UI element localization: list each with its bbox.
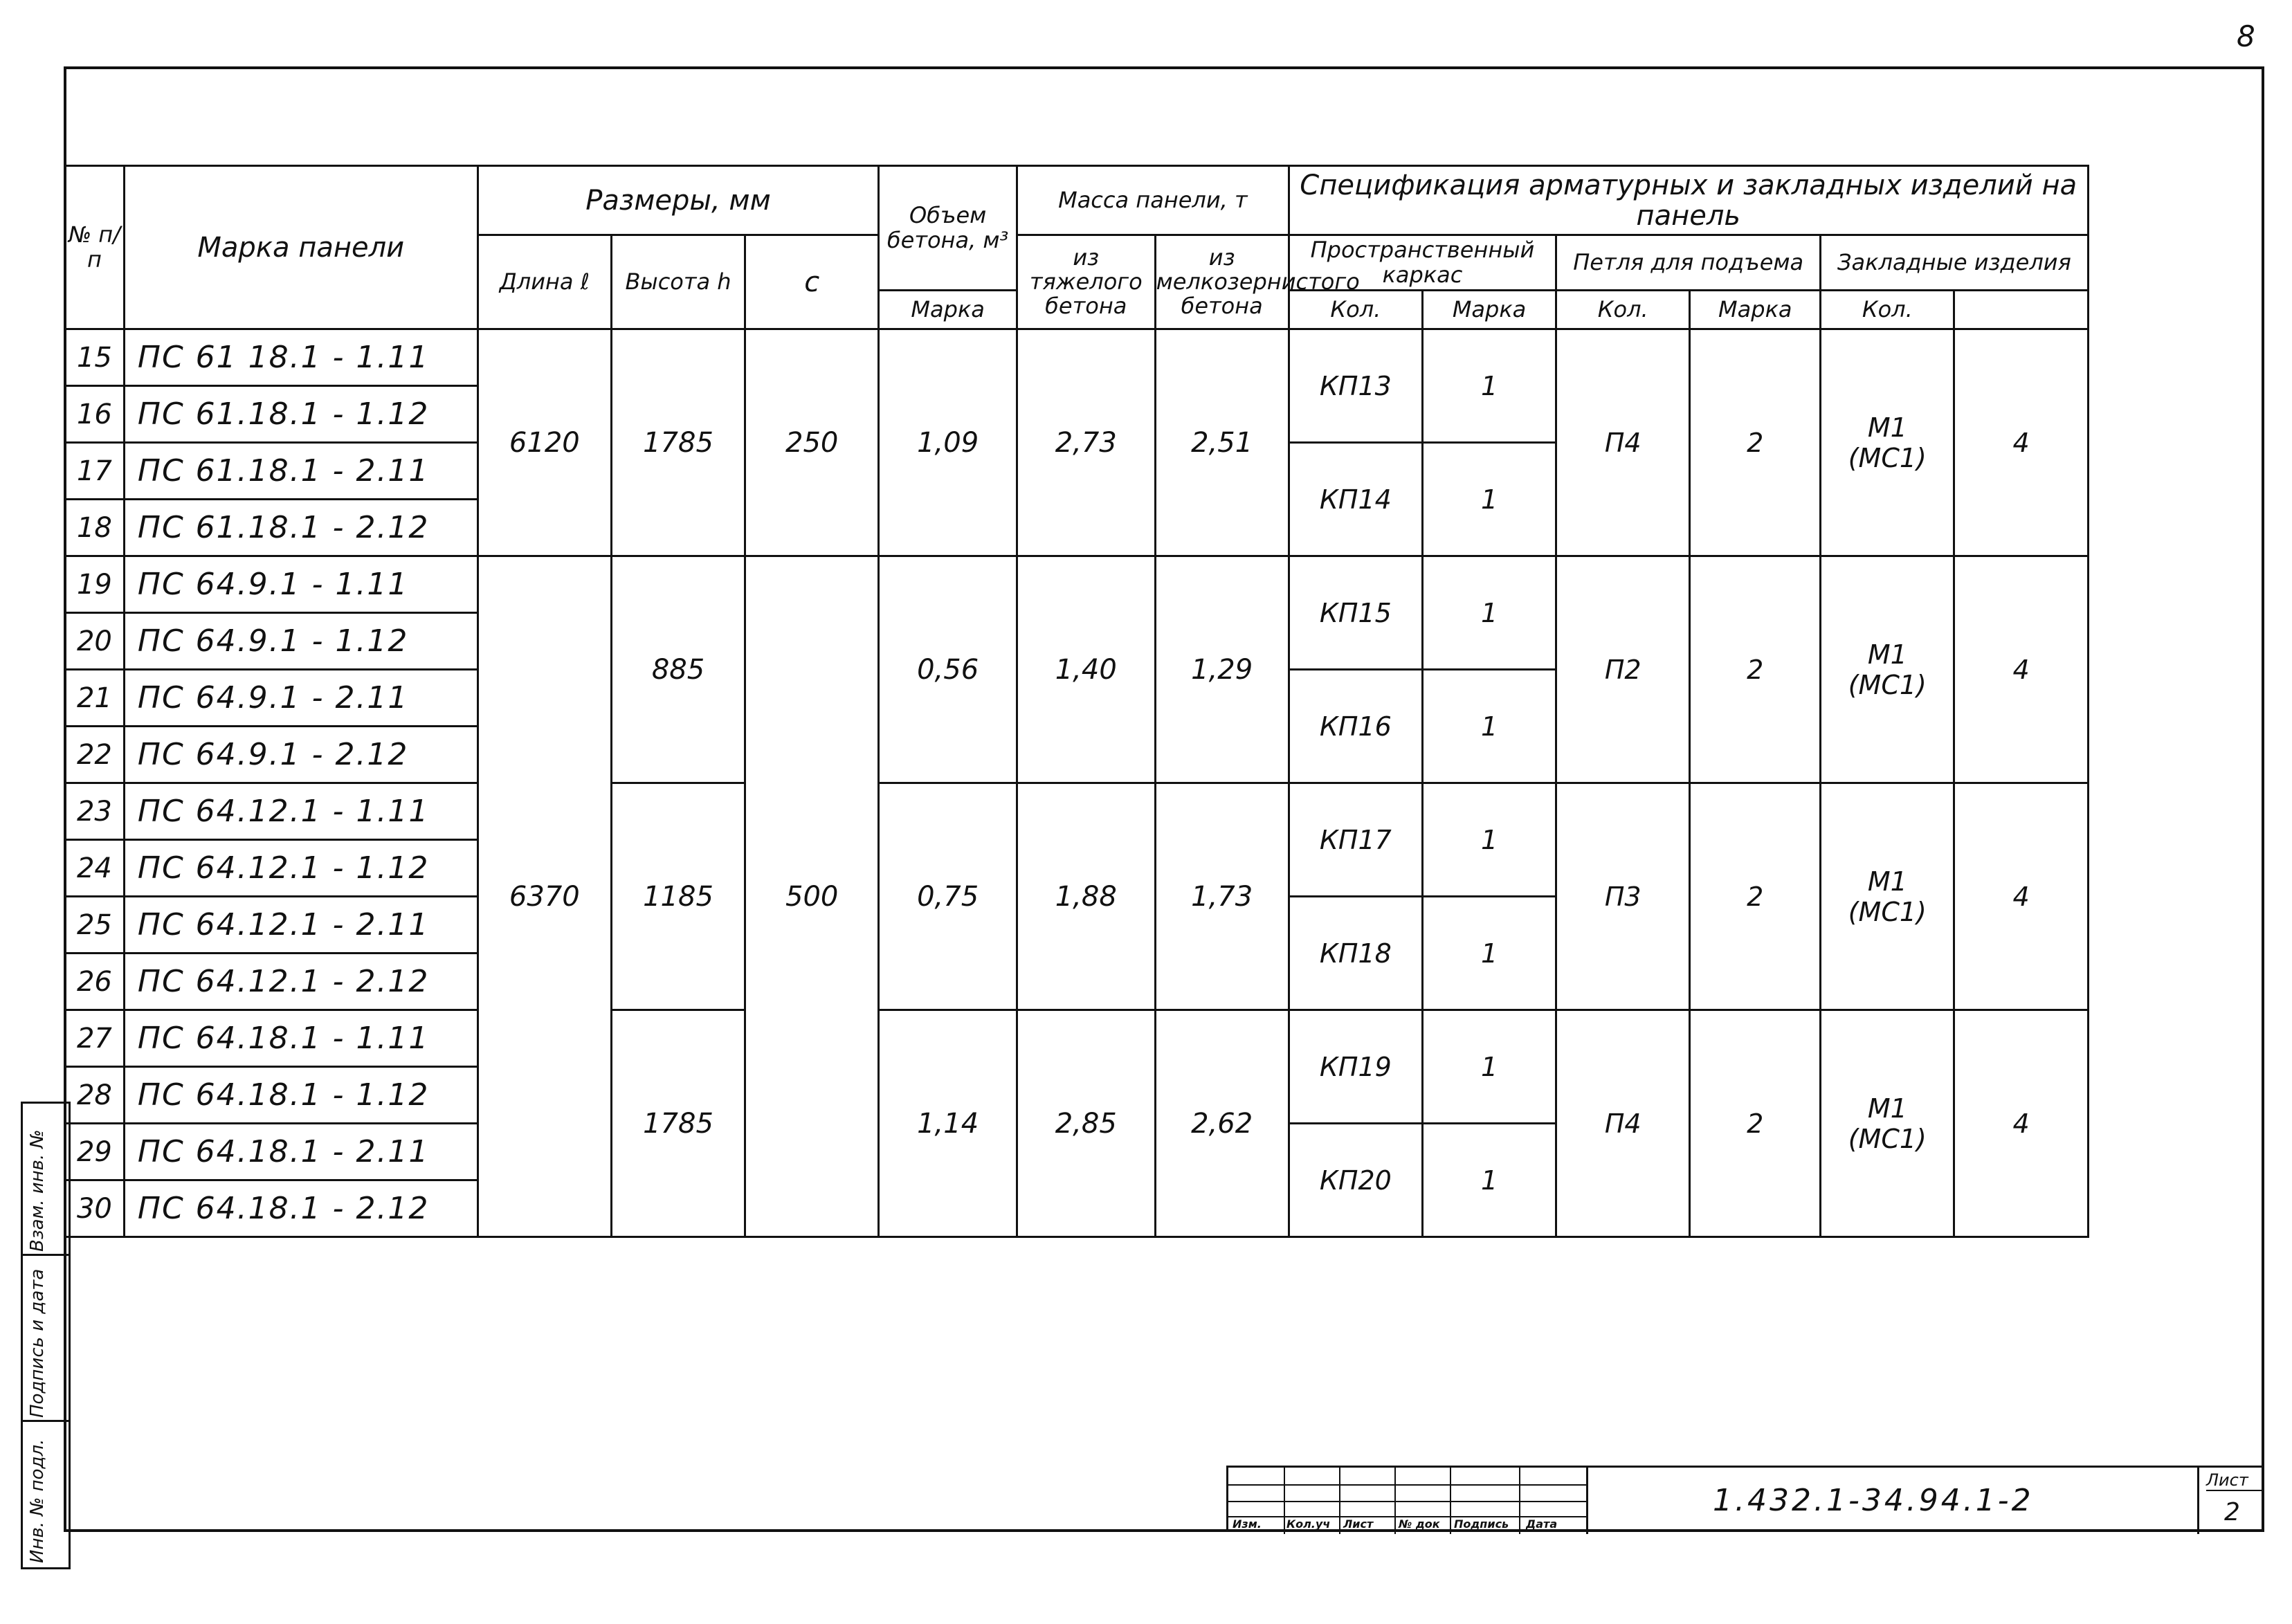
frame-mark: КП17 bbox=[1289, 783, 1422, 897]
group-volume: 1,09 bbox=[879, 329, 1017, 556]
header-embed-mark: Марка bbox=[1690, 291, 1821, 329]
row-no: 15 bbox=[65, 329, 125, 386]
row-brand: ПС 64.18.1 - 1.12 bbox=[124, 1067, 478, 1124]
row-no: 23 bbox=[65, 783, 125, 840]
row-brand: ПС 64.12.1 - 1.11 bbox=[124, 783, 478, 840]
header-loop-qty: Кол. bbox=[1556, 291, 1690, 329]
header-brand: Марка панели bbox=[124, 166, 478, 329]
frame-qty: 1 bbox=[1422, 1124, 1556, 1237]
frame-qty: 1 bbox=[1422, 443, 1556, 556]
caption-doc: № док bbox=[1399, 1517, 1440, 1531]
group-mass-fine: 1,29 bbox=[1155, 556, 1289, 783]
loop-mark: П3 bbox=[1556, 783, 1690, 1010]
frame-mark: КП16 bbox=[1289, 670, 1422, 783]
group-length: 6120 bbox=[478, 329, 611, 556]
row-no: 26 bbox=[65, 954, 125, 1010]
frame-mark: КП14 bbox=[1289, 443, 1422, 556]
loop-qty: 2 bbox=[1690, 1010, 1821, 1237]
group-mass-heavy: 2,73 bbox=[1017, 329, 1155, 556]
sheet-value: 2 bbox=[2224, 1498, 2240, 1526]
header-frame-qty: Кол. bbox=[1289, 291, 1422, 329]
embed-qty: 4 bbox=[1954, 783, 2088, 1010]
row-brand: ПС 64.12.1 - 2.12 bbox=[124, 954, 478, 1010]
frame-qty: 1 bbox=[1422, 670, 1556, 783]
frame-qty: 1 bbox=[1422, 783, 1556, 897]
header-embed-qty: Кол. bbox=[1821, 291, 1954, 329]
embed-mark: М1 (МС1) bbox=[1821, 783, 1954, 1010]
sheet-label: Лист bbox=[2206, 1470, 2262, 1491]
header-c: c bbox=[745, 235, 879, 329]
stamp-label: Взам. инв. № bbox=[27, 1129, 48, 1252]
loop-mark: П4 bbox=[1556, 329, 1690, 556]
row-no: 17 bbox=[65, 443, 125, 500]
frame-mark: КП15 bbox=[1289, 556, 1422, 670]
group-mass-heavy: 1,40 bbox=[1017, 556, 1155, 783]
group-height: 1185 bbox=[611, 783, 745, 1010]
row-no: 16 bbox=[65, 386, 125, 443]
stamp-cell-sign bbox=[23, 1256, 69, 1422]
document-code: 1.432.1-34.94.1-2 bbox=[1713, 1483, 2034, 1518]
embed-qty: 4 bbox=[1954, 556, 2088, 783]
caption-date: Дата bbox=[1526, 1517, 1558, 1531]
row-no: 25 bbox=[65, 897, 125, 954]
group-mass-fine: 2,51 bbox=[1155, 329, 1289, 556]
revision-grid bbox=[1228, 1468, 1588, 1534]
group-mass-heavy: 2,85 bbox=[1017, 1010, 1155, 1237]
row-no: 24 bbox=[65, 840, 125, 897]
header-embed: Закладные изделия bbox=[1821, 235, 2088, 291]
frame-qty: 1 bbox=[1422, 556, 1556, 670]
group-volume: 0,56 bbox=[879, 556, 1017, 783]
shared-length: 6370 bbox=[478, 556, 611, 1237]
group-height: 885 bbox=[611, 556, 745, 783]
row-brand: ПС 61 18.1 - 1.11 bbox=[124, 329, 478, 386]
frame-qty: 1 bbox=[1422, 329, 1556, 443]
frame-mark: КП18 bbox=[1289, 897, 1422, 1010]
header-volume: Объем бетона, м³ bbox=[879, 166, 1017, 291]
stamp-cell-inv bbox=[23, 1422, 69, 1567]
header-mass: Масса панели, т bbox=[1017, 166, 1289, 235]
header-loop-mark: Марка bbox=[1422, 291, 1556, 329]
group-mass-fine: 1,73 bbox=[1155, 783, 1289, 1010]
loop-mark: П2 bbox=[1556, 556, 1690, 783]
header-loop: Петля для подъема bbox=[1556, 235, 1821, 291]
row-no: 20 bbox=[65, 613, 125, 670]
stamp-label: Инв. № подл. bbox=[27, 1439, 48, 1563]
header-dims: Размеры, мм bbox=[478, 166, 879, 235]
frame-qty: 1 bbox=[1422, 897, 1556, 1010]
embed-qty: 4 bbox=[1954, 329, 2088, 556]
row-no: 29 bbox=[65, 1124, 125, 1180]
table-row bbox=[65, 329, 2264, 386]
header-mass-heavy: из тяжелого бетона bbox=[1017, 235, 1155, 329]
row-brand: ПС 64.9.1 - 2.12 bbox=[124, 727, 478, 783]
header-spec: Спецификация арматурных и закладных изделий на панель bbox=[1289, 166, 2088, 235]
group-volume: 1,14 bbox=[879, 1010, 1017, 1237]
title-block bbox=[1226, 1466, 2264, 1532]
table-row bbox=[65, 556, 2264, 613]
header-length: Длина ℓ bbox=[478, 235, 611, 329]
caption-kol-uch: Кол.уч bbox=[1286, 1517, 1331, 1531]
row-brand: ПС 61.18.1 - 2.12 bbox=[124, 500, 478, 556]
loop-qty: 2 bbox=[1690, 783, 1821, 1010]
group-mass-heavy: 1,88 bbox=[1017, 783, 1155, 1010]
embed-mark: М1 (МС1) bbox=[1821, 556, 1954, 783]
row-brand: ПС 64.9.1 - 2.11 bbox=[124, 670, 478, 727]
loop-qty: 2 bbox=[1690, 329, 1821, 556]
table-row bbox=[65, 783, 2264, 840]
stamp-cell-replace bbox=[23, 1104, 69, 1256]
group-mass-fine: 2,62 bbox=[1155, 1010, 1289, 1237]
loop-qty: 2 bbox=[1690, 556, 1821, 783]
row-no: 22 bbox=[65, 727, 125, 783]
caption-list: Лист bbox=[1343, 1517, 1374, 1531]
row-brand: ПС 64.12.1 - 2.11 bbox=[124, 897, 478, 954]
group-volume: 0,75 bbox=[879, 783, 1017, 1010]
embed-mark: М1 (МС1) bbox=[1821, 1010, 1954, 1237]
caption-izm: Изм. bbox=[1233, 1517, 1262, 1531]
sheet-corner-number: 8 bbox=[2237, 19, 2255, 53]
sheet-box bbox=[2197, 1468, 2266, 1534]
table-row bbox=[65, 1010, 2264, 1067]
header-height: Высота h bbox=[611, 235, 745, 329]
row-brand: ПС 64.18.1 - 1.11 bbox=[124, 1010, 478, 1067]
header-mass-fine: из мелкозернистого бетона bbox=[1155, 235, 1289, 329]
shared-c: 500 bbox=[745, 556, 879, 1237]
header-frame-mark: Марка bbox=[879, 291, 1017, 329]
embed-mark: М1 (МС1) bbox=[1821, 329, 1954, 556]
panel-spec-table bbox=[64, 165, 2264, 1238]
row-brand: ПС 61.18.1 - 2.11 bbox=[124, 443, 478, 500]
frame-mark: КП20 bbox=[1289, 1124, 1422, 1237]
row-no: 28 bbox=[65, 1067, 125, 1124]
row-brand: ПС 64.9.1 - 1.12 bbox=[124, 613, 478, 670]
row-brand: ПС 64.18.1 - 2.11 bbox=[124, 1124, 478, 1180]
caption-sign: Подпись bbox=[1454, 1517, 1509, 1531]
row-no: 18 bbox=[65, 500, 125, 556]
row-no: 19 bbox=[65, 556, 125, 613]
header-frame: Пространственный каркас bbox=[1289, 235, 1556, 291]
frame-qty: 1 bbox=[1422, 1010, 1556, 1124]
row-no: 21 bbox=[65, 670, 125, 727]
stamp-label: Подпись и дата bbox=[27, 1268, 48, 1418]
group-height: 1785 bbox=[611, 1010, 745, 1237]
left-stamp-strip bbox=[21, 1102, 71, 1569]
row-no: 30 bbox=[65, 1180, 125, 1237]
loop-mark: П4 bbox=[1556, 1010, 1690, 1237]
row-no: 27 bbox=[65, 1010, 125, 1067]
row-brand: ПС 61.18.1 - 1.12 bbox=[124, 386, 478, 443]
embed-qty: 4 bbox=[1954, 1010, 2088, 1237]
row-brand: ПС 64.18.1 - 2.12 bbox=[124, 1180, 478, 1237]
group-height: 1785 bbox=[611, 329, 745, 556]
frame-mark: КП13 bbox=[1289, 329, 1422, 443]
row-brand: ПС 64.12.1 - 1.12 bbox=[124, 840, 478, 897]
header-no: № п/п bbox=[65, 166, 125, 329]
frame-mark: КП19 bbox=[1289, 1010, 1422, 1124]
row-brand: ПС 64.9.1 - 1.11 bbox=[124, 556, 478, 613]
group-c: 250 bbox=[745, 329, 879, 556]
